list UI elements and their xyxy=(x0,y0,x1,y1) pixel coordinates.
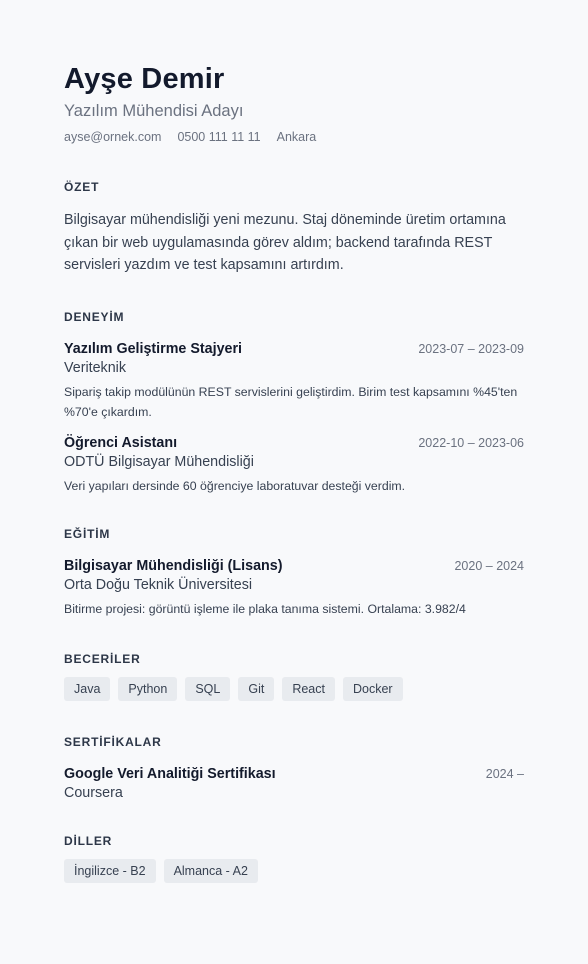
languages-list xyxy=(64,859,524,883)
experience-heading: DENEYİM xyxy=(64,309,125,324)
entry-title: Bilgisayar Mühendisliği (Lisans) xyxy=(64,557,283,574)
entry-date: 2020 – 2024 xyxy=(454,558,524,573)
contact-info xyxy=(64,129,524,145)
entry-description: Veri yapıları dersinde 60 öğrenciye laboratuvar desteği verdim. xyxy=(64,478,406,493)
entry-date: 2022-10 – 2023-06 xyxy=(418,435,524,450)
skill-tag: Docker xyxy=(343,677,403,701)
education-heading: EĞİTİM xyxy=(64,526,111,541)
skill-tag: SQL xyxy=(185,677,230,701)
entry-organization: ODTÜ Bilgisayar Mühendisliği xyxy=(64,453,254,470)
language-tag: Almanca - A2 xyxy=(164,859,258,883)
skill-tag: Java xyxy=(64,677,110,701)
phone-text: 0500 111 11 11 xyxy=(177,130,261,144)
summary-section xyxy=(64,180,524,277)
experience-entry xyxy=(64,340,524,422)
skills-list xyxy=(64,677,524,701)
summary-heading: ÖZET xyxy=(64,180,100,194)
skills-heading: BECERİLER xyxy=(64,651,141,666)
candidate-role: Yazılım Mühendisi Adayı xyxy=(64,102,244,120)
education-entry xyxy=(64,557,524,619)
certificates-heading: SERTİFİKALAR xyxy=(64,734,162,749)
entry-title: Yazılım Geliştirme Stajyeri xyxy=(64,340,243,357)
entry-date: 2023-07 – 2023-09 xyxy=(418,341,524,356)
entry-organization: Coursera xyxy=(64,784,123,801)
email-text: ayse@ornek.com xyxy=(64,130,162,144)
experience-section xyxy=(64,310,524,496)
language-tag: İngilizce - B2 xyxy=(64,859,156,883)
entry-title: Google Veri Analitiği Sertifikası xyxy=(64,765,276,782)
entry-description: Sipariş takip modülünün REST servislerini geliştirdim. Birim test kapsamını %45'ten %70'e çıkardım. xyxy=(64,384,518,419)
entry-date: 2024 – xyxy=(485,766,524,781)
skill-tag: React xyxy=(282,677,335,701)
languages-section xyxy=(64,834,524,883)
certificate-entry xyxy=(64,765,524,803)
skill-tag: Git xyxy=(238,677,274,701)
languages-heading: DİLLER xyxy=(64,833,113,848)
skills-section xyxy=(64,652,524,701)
entry-description: Bitirme projesi: görüntü işleme ile plaka tanıma sistemi. Ortalama: 3.982/4 xyxy=(64,601,466,616)
city-text: Ankara xyxy=(276,130,317,144)
education-section xyxy=(64,527,524,619)
entry-organization: Orta Doğu Teknik Üniversitesi xyxy=(64,576,253,593)
experience-entry xyxy=(64,434,524,496)
skill-tag: Python xyxy=(118,677,177,701)
entry-title: Öğrenci Asistanı xyxy=(64,434,178,451)
certificates-section xyxy=(64,735,524,803)
entry-organization: Veriteknik xyxy=(64,359,126,376)
candidate-name: Ayşe Demir xyxy=(64,63,225,95)
summary-text: Bilgisayar mühendisliği yeni mezunu. Staj döneminde üretim ortamına çıkan bir web uygulamasında görev aldım; backend tarafında REST servisleri yazdım ve test kapsamını artırdım. xyxy=(64,212,506,273)
